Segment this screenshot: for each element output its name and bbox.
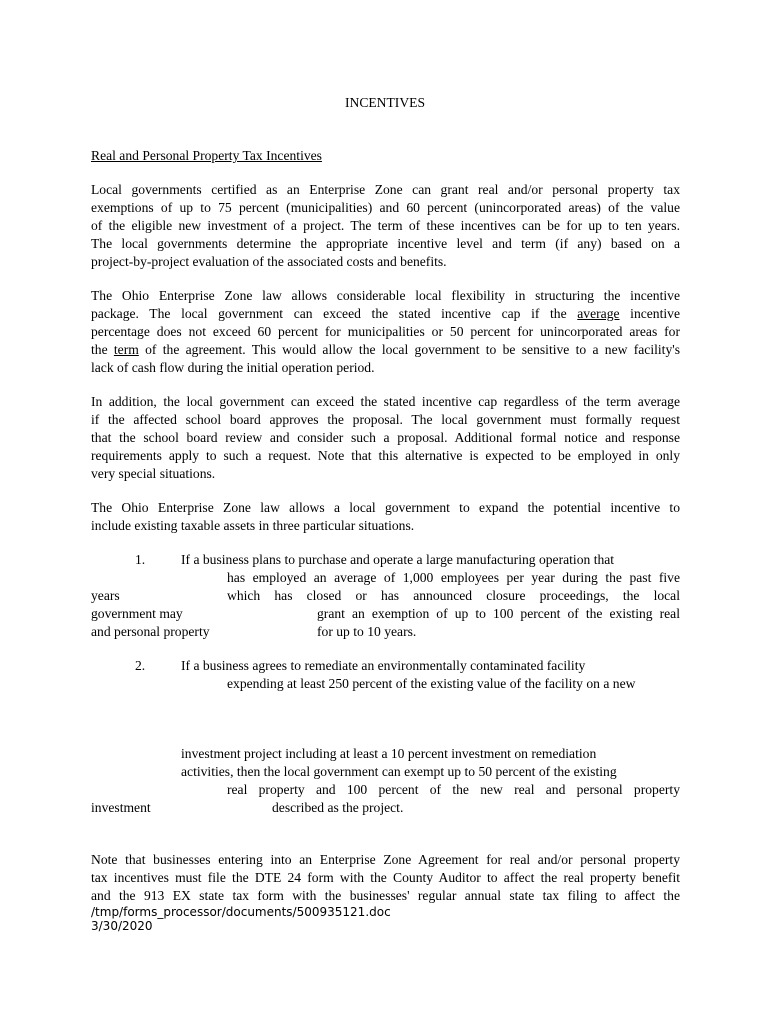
p2-line: percentage does not exceed 60 percent for municipalities or 50 percent for unincorporated areas for bbox=[91, 324, 680, 339]
list-number-1: 1. bbox=[135, 552, 146, 567]
p2-line bbox=[91, 341, 680, 359]
p4-line: include existing taxable assets in three particular situations. bbox=[91, 518, 415, 533]
p1-line: project-by-project evaluation of the associated costs and benefits. bbox=[91, 254, 447, 269]
item2-line: investment project including at least a 10 percent investment on remediation bbox=[181, 746, 597, 761]
footer-file-path: /tmp/forms_processor/documents/500935121.doc bbox=[91, 905, 391, 919]
p3-line: In addition, the local government can exceed the stated incentive cap regardless of the term average bbox=[91, 394, 680, 409]
p2-text: package. The local government can exceed the stated incentive cap if the bbox=[91, 306, 578, 321]
page-title: INCENTIVES bbox=[344, 95, 426, 110]
p3-line: requirements apply to such a request. Note that this alternative is expected to be employed in only bbox=[91, 448, 680, 463]
section-heading: Real and Personal Property Tax Incentives bbox=[91, 148, 322, 163]
p3-line: that the school board review and consider such a proposal. Additional formal notice and response bbox=[91, 430, 680, 445]
p5-line: tax incentives must file the DTE 24 form with the County Auditor to affect the real property benefit bbox=[91, 870, 680, 885]
underlined-word-term: term bbox=[113, 342, 139, 357]
p3-line: if the affected school board approves the proposal. The local government must formally request bbox=[91, 412, 680, 427]
footer-date: 3/30/2020 bbox=[91, 919, 153, 933]
item1-line: for up to 10 years. bbox=[317, 624, 417, 639]
p5-line: and the 913 EX state tax form with the businesses' regular annual state tax filing to affect the bbox=[91, 888, 680, 903]
p3-line: very special situations. bbox=[91, 466, 216, 481]
item1-line: If a business plans to purchase and operate a large manufacturing operation that bbox=[181, 552, 615, 567]
p1-line: of the eligible new investment of a project. The term of these incentives can be for up to ten years. bbox=[91, 218, 680, 233]
p2-line bbox=[91, 305, 680, 323]
item2-line: expending at least 250 percent of the existing value of the facility on a new bbox=[227, 676, 636, 691]
p2-line: The Ohio Enterprise Zone law allows considerable local flexibility in structuring the incentive bbox=[91, 288, 680, 303]
item2-line: investment bbox=[91, 800, 151, 815]
underlined-word-average: average bbox=[577, 306, 620, 321]
item1-line: government may bbox=[91, 606, 183, 621]
item1-line: which has closed or has announced closure proceedings, the local bbox=[227, 588, 680, 603]
item2-line: activities, then the local government can exempt up to 50 percent of the existing bbox=[181, 764, 617, 779]
item1-line: has employed an average of 1,000 employees per year during the past five bbox=[227, 570, 680, 585]
item2-line: real property and 100 percent of the new real and personal property bbox=[227, 782, 680, 797]
item1-line: years bbox=[91, 588, 120, 603]
p5-line: Note that businesses entering into an Enterprise Zone Agreement for real and/or personal property bbox=[91, 852, 680, 867]
item1-line: grant an exemption of up to 100 percent of the existing real bbox=[317, 606, 680, 621]
p2-text: incentive bbox=[619, 306, 680, 321]
p1-line: Local governments certified as an Enterprise Zone can grant real and/or personal property tax bbox=[91, 182, 680, 197]
p2-text: the bbox=[91, 342, 114, 357]
p2-text: of the agreement. This would allow the local government to be sensitive to a new facility's bbox=[138, 342, 680, 357]
item2-line: described as the project. bbox=[272, 800, 404, 815]
item1-line: and personal property bbox=[91, 624, 210, 639]
item2-line: If a business agrees to remediate an environmentally contaminated facility bbox=[181, 658, 586, 673]
p1-line: exemptions of up to 75 percent (municipalities) and 60 percent (unincorporated areas) of the value bbox=[91, 200, 680, 215]
p2-line: lack of cash flow during the initial operation period. bbox=[91, 360, 375, 375]
p1-line: The local governments determine the appropriate incentive level and term (if any) based on a bbox=[91, 236, 680, 251]
list-number-2: 2. bbox=[135, 658, 146, 673]
p4-line: The Ohio Enterprise Zone law allows a local government to expand the potential incentive to bbox=[91, 500, 680, 515]
